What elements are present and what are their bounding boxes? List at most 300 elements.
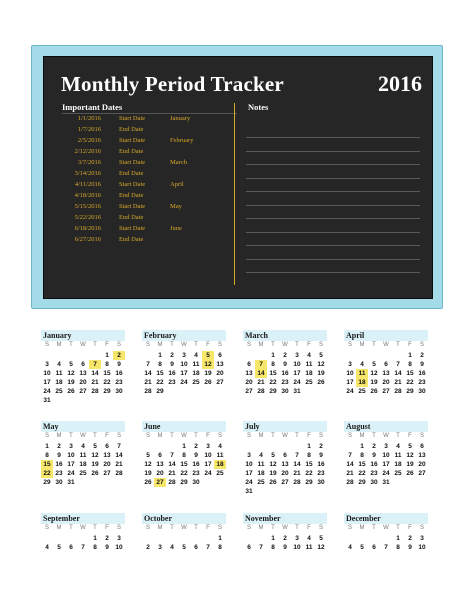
row-date: 3/7/2016 (77, 159, 101, 166)
calendar-day: 15 (358, 461, 366, 468)
row-label: Start Date (119, 203, 146, 210)
month-title: February (142, 330, 226, 341)
calendar-day (416, 478, 428, 487)
weekday-label: T (295, 525, 299, 531)
row-month: May (170, 203, 182, 210)
calendar-day: 19 (317, 370, 325, 377)
calendar-day: 30 (115, 388, 123, 395)
calendar-day: 28 (346, 479, 354, 486)
row-label: Start Date (119, 181, 146, 188)
calendar-day: 1 (93, 535, 97, 542)
calendar-day: 17 (245, 470, 253, 477)
weekday-label: T (93, 433, 97, 439)
notes-line (246, 232, 420, 233)
weekday-label: S (44, 342, 49, 348)
month-january (41, 330, 125, 405)
calendar-day: 7 (117, 443, 121, 450)
calendar-day: 8 (271, 544, 275, 551)
calendar-week (142, 387, 226, 396)
month-title: April (344, 330, 428, 341)
row-label: Start Date (119, 159, 146, 166)
weekday-label: F (105, 342, 109, 348)
row-date: 1/7/2016 (77, 126, 101, 133)
calendar-day: 20 (418, 461, 426, 468)
calendar-day: 10 (293, 361, 301, 368)
calendar-day: 21 (115, 461, 123, 468)
calendar-day: 27 (103, 470, 111, 477)
row-label: Start Date (119, 225, 146, 232)
calendar-day: 13 (156, 461, 164, 468)
calendar-day: 5 (372, 361, 376, 368)
calendar-day: 3 (295, 352, 299, 359)
month-august (344, 421, 428, 487)
calendar-day (65, 396, 77, 405)
weekday-label: S (347, 342, 352, 348)
weekday-label: M (359, 433, 365, 439)
calendar-day: 6 (420, 443, 424, 450)
calendar-day: 4 (360, 361, 364, 368)
calendar-day: 8 (408, 361, 412, 368)
calendar-week (243, 369, 327, 378)
calendar-day: 14 (394, 370, 402, 377)
calendar-day: 2 (283, 535, 287, 542)
calendar-day (166, 534, 178, 543)
row-month: January (170, 115, 191, 122)
calendar-day: 19 (91, 461, 99, 468)
calendar-day: 18 (192, 370, 200, 377)
weekday-label: M (157, 342, 163, 348)
calendar-day: 3 (348, 361, 352, 368)
calendar-day: 29 (43, 479, 51, 486)
weekday-label: T (295, 342, 299, 348)
calendar-week (142, 478, 226, 487)
weekday-label: S (217, 525, 222, 531)
calendar-day: 28 (91, 388, 99, 395)
calendar-day (142, 534, 154, 543)
calendar-day (178, 387, 190, 396)
row-date: 4/11/2016 (74, 181, 101, 188)
calendar-day: 21 (168, 470, 176, 477)
calendar-day: 24 (67, 470, 75, 477)
calendar-day: 6 (158, 452, 162, 459)
tracker-frame (31, 45, 443, 309)
calendar-day (243, 351, 255, 360)
calendar-day: 31 (245, 488, 253, 495)
calendar-day (243, 534, 255, 543)
calendar-day: 30 (370, 479, 378, 486)
weekday-label: M (56, 433, 62, 439)
calendar-week (41, 460, 125, 469)
calendar-day: 12 (202, 360, 214, 369)
calendar-day: 7 (348, 452, 352, 459)
calendar-day: 7 (259, 544, 263, 551)
weekday-label: F (105, 525, 109, 531)
calendar-day: 25 (358, 388, 366, 395)
month-september (41, 513, 125, 552)
calendar-day: 6 (218, 352, 222, 359)
calendar-day: 5 (360, 544, 364, 551)
weekday-label: T (271, 525, 275, 531)
calendar-day (356, 534, 368, 543)
weekday-label: F (105, 433, 109, 439)
calendar-day: 17 (67, 461, 75, 468)
page-title: Monthly Period Tracker (61, 72, 284, 96)
calendar-day: 1 (360, 443, 364, 450)
calendar-day: 13 (281, 461, 289, 468)
month-title: November (243, 513, 327, 524)
calendar-week (41, 451, 125, 460)
calendar-day: 15 (269, 370, 277, 377)
calendar-day (101, 478, 113, 487)
calendar-week (142, 460, 226, 469)
important-dates-heading: Important Dates (62, 102, 123, 112)
calendar-day (89, 478, 101, 487)
calendar-day: 30 (418, 388, 426, 395)
calendar-day: 27 (154, 478, 166, 487)
weekday-label: T (295, 433, 299, 439)
row-date: 5/22/2016 (74, 214, 101, 221)
weekday-label: F (206, 433, 210, 439)
calendar-day: 4 (81, 443, 85, 450)
calendar-day: 12 (67, 370, 75, 377)
calendar-day: 12 (406, 452, 414, 459)
weekday-label: W (383, 342, 389, 348)
calendar-day: 25 (305, 379, 313, 386)
calendar-day: 13 (216, 361, 224, 368)
calendar-day: 1 (271, 352, 275, 359)
calendar-day (154, 442, 166, 451)
calendar-day: 14 (168, 461, 176, 468)
weekday-label: F (206, 342, 210, 348)
calendar-day (41, 534, 53, 543)
calendar-day (202, 478, 214, 487)
calendar-day: 4 (57, 361, 61, 368)
notes-line (246, 178, 420, 179)
calendar-day: 24 (382, 470, 390, 477)
calendar-day (315, 387, 327, 396)
calendar-day (154, 534, 166, 543)
row-label: End Date (119, 192, 144, 199)
calendar-day: 14 (91, 370, 99, 377)
calendar-day (380, 351, 392, 360)
calendar-day: 10 (180, 361, 188, 368)
calendar-day (291, 487, 303, 496)
calendar-day: 22 (41, 469, 53, 478)
weekday-label: W (282, 342, 288, 348)
date-row (44, 236, 229, 247)
calendar-day: 6 (105, 443, 109, 450)
calendar-day: 26 (204, 379, 212, 386)
calendar-day (303, 487, 315, 496)
calendar-day (303, 387, 315, 396)
weekday-label: S (116, 433, 121, 439)
calendar-day: 5 (146, 452, 150, 459)
weekday-label: T (372, 342, 376, 348)
month-february (142, 330, 226, 396)
row-label: End Date (119, 170, 144, 177)
calendar-day: 4 (194, 352, 198, 359)
calendar-week (344, 478, 428, 487)
calendar-day: 11 (55, 370, 63, 377)
calendar-day: 6 (283, 452, 287, 459)
calendar-day (202, 534, 214, 543)
calendar-week (142, 469, 226, 478)
calendar-day: 7 (295, 452, 299, 459)
month-title: October (142, 513, 226, 524)
month-july (243, 421, 327, 496)
calendar-day (178, 534, 190, 543)
calendar-day (214, 478, 226, 487)
calendar-day: 7 (396, 361, 400, 368)
calendar-day: 29 (305, 479, 313, 486)
calendar-day: 19 (406, 461, 414, 468)
row-label: End Date (119, 214, 144, 221)
calendar-day: 18 (305, 370, 313, 377)
calendar-day: 20 (103, 461, 111, 468)
calendar-week (243, 351, 327, 360)
calendar-day: 11 (257, 461, 265, 468)
calendar-day: 24 (43, 388, 51, 395)
calendar-week (142, 378, 226, 387)
calendar-day: 16 (317, 461, 325, 468)
calendar-week (142, 543, 226, 552)
calendar-day: 4 (45, 544, 49, 551)
calendar-day: 20 (382, 379, 390, 386)
weekday-label: T (93, 342, 97, 348)
calendar-day: 24 (245, 479, 253, 486)
date-row (44, 159, 229, 170)
calendar-week (41, 351, 125, 360)
weekday-label: F (307, 433, 311, 439)
calendar-week (142, 442, 226, 451)
calendar-day: 7 (146, 361, 150, 368)
calendar-day: 14 (255, 369, 267, 378)
row-date: 4/18/2016 (74, 192, 101, 199)
calendar-day (279, 487, 291, 496)
calendar-day (113, 478, 125, 487)
calendar-day: 20 (245, 379, 253, 386)
calendar-day: 27 (216, 379, 224, 386)
calendar-day: 1 (218, 535, 222, 542)
calendar-day: 21 (394, 379, 402, 386)
calendar-day (404, 478, 416, 487)
calendar-day (255, 534, 267, 543)
calendar-week (344, 351, 428, 360)
calendar-week (41, 543, 125, 552)
calendar-day (53, 351, 65, 360)
calendar-day: 30 (281, 388, 289, 395)
calendar-week (41, 442, 125, 451)
calendar-day: 23 (115, 379, 123, 386)
calendar-day: 13 (245, 370, 253, 377)
calendar-day (65, 351, 77, 360)
calendar-day: 23 (370, 470, 378, 477)
month-june (142, 421, 226, 487)
calendar-day: 27 (382, 388, 390, 395)
weekday-header (142, 433, 226, 442)
calendar-week (243, 387, 327, 396)
month-title: September (41, 513, 125, 524)
calendar-day: 18 (356, 378, 368, 387)
calendar-day (267, 487, 279, 496)
notes-line (246, 272, 420, 273)
calendar-day: 3 (206, 443, 210, 450)
row-date: 1/1/2016 (77, 115, 101, 122)
calendar-day: 4 (348, 544, 352, 551)
calendar-day: 12 (370, 370, 378, 377)
calendar-day (65, 534, 77, 543)
calendar-day: 31 (293, 388, 301, 395)
weekday-label: M (258, 433, 264, 439)
weekday-label: W (181, 525, 187, 531)
row-label: End Date (119, 148, 144, 155)
row-label: Start Date (119, 115, 146, 122)
calendar-day: 8 (158, 361, 162, 368)
calendar-day: 8 (271, 361, 275, 368)
calendar-day: 8 (105, 361, 109, 368)
date-row (44, 225, 229, 236)
calendar-day: 14 (144, 370, 152, 377)
calendar-day: 10 (245, 461, 253, 468)
calendar-day: 1 (271, 535, 275, 542)
calendar-day: 10 (43, 370, 51, 377)
calendar-day: 22 (180, 470, 188, 477)
calendar-day: 29 (103, 388, 111, 395)
calendar-day: 23 (317, 470, 325, 477)
calendar-day (113, 396, 125, 405)
calendar-day: 12 (317, 544, 325, 551)
calendar-day: 19 (67, 379, 75, 386)
calendar-day: 22 (358, 470, 366, 477)
date-row (44, 115, 229, 126)
calendar-day: 5 (69, 361, 73, 368)
calendar-day (89, 351, 101, 360)
calendar-day: 31 (67, 479, 75, 486)
calendar-day: 25 (55, 388, 63, 395)
weekday-label: M (157, 525, 163, 531)
month-title: June (142, 421, 226, 432)
month-december (344, 513, 428, 552)
weekday-label: T (194, 525, 198, 531)
calendar-day: 7 (384, 544, 388, 551)
calendar-day (53, 396, 65, 405)
weekday-label: S (145, 342, 150, 348)
weekday-label: S (419, 433, 424, 439)
weekday-label: T (170, 525, 174, 531)
calendar-day: 23 (281, 379, 289, 386)
calendar-day: 8 (396, 544, 400, 551)
calendar-day: 21 (346, 470, 354, 477)
calendar-week (41, 360, 125, 369)
calendar-week (243, 360, 327, 369)
calendar-day: 16 (370, 461, 378, 468)
weekday-header (243, 433, 327, 442)
weekday-label: S (318, 433, 323, 439)
calendar-day: 25 (79, 470, 87, 477)
calendar-day: 21 (293, 470, 301, 477)
calendar-day: 11 (216, 452, 224, 459)
notes-line (246, 164, 420, 165)
calendar-day: 13 (418, 452, 426, 459)
year-label: 2016 (378, 71, 422, 96)
weekday-label: M (56, 525, 62, 531)
weekday-header (41, 525, 125, 534)
row-date: 2/5/2016 (77, 137, 101, 144)
section-divider (234, 103, 235, 285)
weekday-header (344, 525, 428, 534)
calendar-day: 6 (384, 361, 388, 368)
weekday-label: T (170, 342, 174, 348)
calendar-day: 9 (283, 361, 287, 368)
calendar-day: 23 (418, 379, 426, 386)
calendar-day (77, 478, 89, 487)
calendar-day (101, 396, 113, 405)
calendar-day: 24 (180, 379, 188, 386)
date-row (44, 170, 229, 181)
calendar-day: 15 (180, 461, 188, 468)
calendar-day: 30 (317, 479, 325, 486)
calendar-day: 2 (420, 352, 424, 359)
calendar-day: 17 (180, 370, 188, 377)
calendar-day: 23 (55, 470, 63, 477)
calendar-day: 11 (356, 369, 368, 378)
calendar-day (255, 351, 267, 360)
weekday-label: W (282, 525, 288, 531)
calendar-day: 9 (420, 361, 424, 368)
calendar-day (267, 442, 279, 451)
calendar-day: 3 (384, 443, 388, 450)
important-dates-rule (62, 113, 237, 114)
calendar-week (142, 451, 226, 460)
calendar-day: 8 (93, 544, 97, 551)
weekday-label: W (383, 433, 389, 439)
notes-line (246, 137, 420, 138)
calendar-day: 10 (346, 370, 354, 377)
calendar-day: 9 (57, 452, 61, 459)
weekday-label: S (217, 433, 222, 439)
calendar-day: 21 (144, 379, 152, 386)
calendar-day: 24 (204, 470, 212, 477)
weekday-label: S (246, 342, 251, 348)
calendar-day: 1 (105, 352, 109, 359)
weekday-label: M (56, 342, 62, 348)
weekday-label: S (246, 525, 251, 531)
calendar-day: 1 (307, 443, 311, 450)
calendar-week (41, 534, 125, 543)
month-title: December (344, 513, 428, 524)
calendar-day: 2 (194, 443, 198, 450)
calendar-week (41, 378, 125, 387)
calendar-day: 20 (79, 379, 87, 386)
calendar-day: 20 (216, 370, 224, 377)
month-march (243, 330, 327, 396)
date-row (44, 181, 229, 192)
calendar-week (243, 478, 327, 487)
calendar-day: 15 (305, 461, 313, 468)
calendar-day (53, 534, 65, 543)
calendar-day: 3 (158, 544, 162, 551)
calendar-week (41, 387, 125, 396)
date-row (44, 137, 229, 148)
calendar-day: 1 (182, 443, 186, 450)
date-row (44, 192, 229, 203)
month-november (243, 513, 327, 552)
calendar-day: 17 (293, 370, 301, 377)
weekday-label: S (145, 433, 150, 439)
calendar-day: 8 (360, 452, 364, 459)
calendar-day: 23 (168, 379, 176, 386)
calendar-day: 4 (307, 535, 311, 542)
